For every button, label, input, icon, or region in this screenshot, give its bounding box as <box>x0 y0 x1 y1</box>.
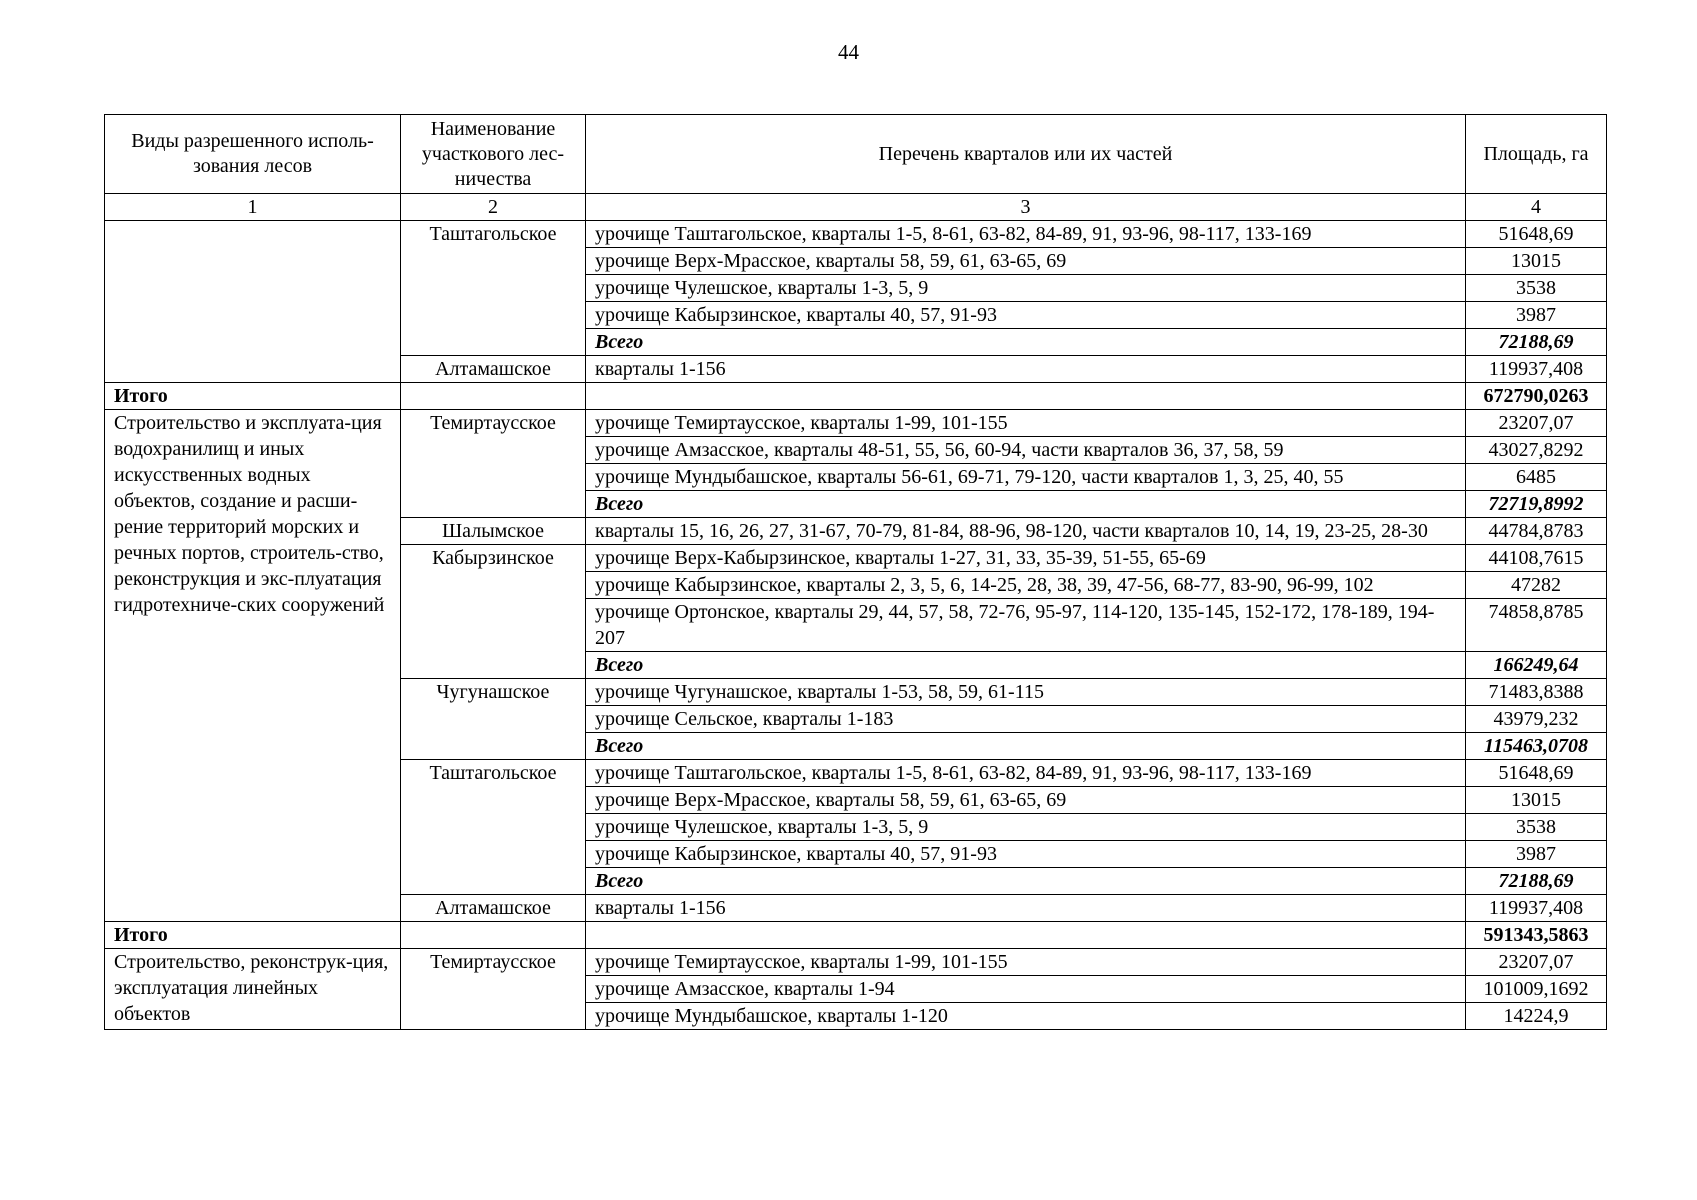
header-col-use-type: Виды разрешенного исполь-зования лесов <box>105 115 401 194</box>
area-cell: 23207,07 <box>1466 949 1607 976</box>
area-cell: 13015 <box>1466 248 1607 275</box>
column-number: 1 <box>105 194 401 221</box>
quarters-cell: урочище Таштагольское, кварталы 1-5, 8-61, 63-82, 84-89, 91, 93-96, 98-117, 133-169 <box>586 760 1466 787</box>
forestry-cell: Таштагольское <box>401 760 586 895</box>
area-cell: 3987 <box>1466 841 1607 868</box>
subtotal-label: Всего <box>586 733 1466 760</box>
table-column-numbers-row <box>105 194 1607 221</box>
area-cell: 3538 <box>1466 275 1607 302</box>
table-header-row <box>105 115 1607 194</box>
quarters-cell: урочище Чугунашское, кварталы 1-53, 58, 59, 61-115 <box>586 679 1466 706</box>
subtotal-value: 72719,8992 <box>1466 491 1607 518</box>
subtotal-value: 72188,69 <box>1466 329 1607 356</box>
subtotal-label: Всего <box>586 652 1466 679</box>
quarters-cell: урочище Верх-Кабырзинское, кварталы 1-27, 31, 33, 35-39, 51-55, 65-69 <box>586 545 1466 572</box>
empty-cell <box>401 383 586 410</box>
quarters-cell: урочище Кабырзинское, кварталы 40, 57, 91-93 <box>586 841 1466 868</box>
empty-cell <box>586 922 1466 949</box>
area-cell: 3538 <box>1466 814 1607 841</box>
area-cell: 6485 <box>1466 464 1607 491</box>
page-number: 44 <box>838 40 859 64</box>
quarters-cell: кварталы 15, 16, 26, 27, 31-67, 70-79, 81-84, 88-96, 98-120, части кварталов 10, 14, 19, 23-25, 28-30 <box>586 518 1466 545</box>
forestry-cell: Алтамашское <box>401 356 586 383</box>
area-cell: 119937,408 <box>1466 356 1607 383</box>
subtotal-value: 166249,64 <box>1466 652 1607 679</box>
column-number: 4 <box>1466 194 1607 221</box>
area-cell: 3987 <box>1466 302 1607 329</box>
total-row <box>105 922 1607 949</box>
forestry-cell: Шалымское <box>401 518 586 545</box>
quarters-cell: урочище Чулешское, кварталы 1-3, 5, 9 <box>586 814 1466 841</box>
quarters-cell: урочище Верх-Мрасское, кварталы 58, 59, 61, 63-65, 69 <box>586 787 1466 814</box>
area-cell: 13015 <box>1466 787 1607 814</box>
forestry-cell: Темиртаусское <box>401 949 586 1030</box>
table-row <box>105 410 1607 437</box>
quarters-cell: урочище Верх-Мрасское, кварталы 58, 59, 61, 63-65, 69 <box>586 248 1466 275</box>
forestry-cell: Чугунашское <box>401 679 586 760</box>
area-cell: 51648,69 <box>1466 760 1607 787</box>
total-label: Итого <box>105 383 401 410</box>
quarters-cell: кварталы 1-156 <box>586 356 1466 383</box>
area-cell: 101009,1692 <box>1466 976 1607 1003</box>
forestry-cell: Кабырзинское <box>401 545 586 679</box>
subtotal-label: Всего <box>586 868 1466 895</box>
area-cell: 71483,8388 <box>1466 679 1607 706</box>
header-col-area: Площадь, га <box>1466 115 1607 194</box>
total-value: 672790,0263 <box>1466 383 1607 410</box>
header-col-quarters: Перечень кварталов или их частей <box>586 115 1466 194</box>
empty-cell <box>401 922 586 949</box>
quarters-cell: кварталы 1-156 <box>586 895 1466 922</box>
use-type-cell: Строительство и эксплуата-ция водохранилищ и иных искусственных водных объектов, создание и расши-рение территорий морских и речных портов, строитель-ство, реконструкция и экс-плуатация гидротехниче-ских сооружений <box>105 410 401 922</box>
forestry-cell: Алтамашское <box>401 895 586 922</box>
quarters-cell: урочище Таштагольское, кварталы 1-5, 8-61, 63-82, 84-89, 91, 93-96, 98-117, 133-169 <box>586 221 1466 248</box>
subtotal-label: Всего <box>586 329 1466 356</box>
quarters-cell: урочище Кабырзинское, кварталы 2, 3, 5, 6, 14-25, 28, 38, 39, 47-56, 68-77, 83-90, 96-99, 102 <box>586 572 1466 599</box>
total-row <box>105 383 1607 410</box>
area-cell: 44108,7615 <box>1466 545 1607 572</box>
quarters-cell: урочище Темиртаусское, кварталы 1-99, 101-155 <box>586 410 1466 437</box>
quarters-cell: урочище Мундыбашское, кварталы 1-120 <box>586 1003 1466 1030</box>
forestry-cell: Темиртаусское <box>401 410 586 518</box>
subtotal-label: Всего <box>586 491 1466 518</box>
use-type-cell <box>105 221 401 383</box>
quarters-cell: урочище Амзасское, кварталы 48-51, 55, 56, 60-94, части кварталов 36, 37, 58, 59 <box>586 437 1466 464</box>
area-cell: 47282 <box>1466 572 1607 599</box>
quarters-cell: урочище Ортонское, кварталы 29, 44, 57, 58, 72-76, 95-97, 114-120, 135-145, 152-172, 178-189, 194-207 <box>586 599 1466 652</box>
subtotal-value: 72188,69 <box>1466 868 1607 895</box>
column-number: 2 <box>401 194 586 221</box>
area-cell: 14224,9 <box>1466 1003 1607 1030</box>
quarters-cell: урочище Амзасское, кварталы 1-94 <box>586 976 1466 1003</box>
empty-cell <box>586 383 1466 410</box>
column-number: 3 <box>586 194 1466 221</box>
area-cell: 51648,69 <box>1466 221 1607 248</box>
quarters-cell: урочище Чулешское, кварталы 1-3, 5, 9 <box>586 275 1466 302</box>
table-row <box>105 221 1607 248</box>
total-label: Итого <box>105 922 401 949</box>
forestry-cell: Таштагольское <box>401 221 586 356</box>
area-cell: 23207,07 <box>1466 410 1607 437</box>
total-value: 591343,5863 <box>1466 922 1607 949</box>
quarters-cell: урочище Мундыбашское, кварталы 56-61, 69-71, 79-120, части кварталов 1, 3, 25, 40, 55 <box>586 464 1466 491</box>
area-cell: 119937,408 <box>1466 895 1607 922</box>
area-cell: 43979,232 <box>1466 706 1607 733</box>
quarters-cell: урочище Темиртаусское, кварталы 1-99, 101-155 <box>586 949 1466 976</box>
header-col-forestry: Наименование участкового лес-ничества <box>401 115 586 194</box>
use-type-cell: Строительство, реконструк-ция, эксплуатация линейных объектов <box>105 949 401 1030</box>
table-row <box>105 949 1607 976</box>
area-cell: 43027,8292 <box>1466 437 1607 464</box>
quarters-cell: урочище Кабырзинское, кварталы 40, 57, 91-93 <box>586 302 1466 329</box>
forest-use-table <box>104 114 1607 1030</box>
area-cell: 74858,8785 <box>1466 599 1607 652</box>
subtotal-value: 115463,0708 <box>1466 733 1607 760</box>
quarters-cell: урочище Сельское, кварталы 1-183 <box>586 706 1466 733</box>
area-cell: 44784,8783 <box>1466 518 1607 545</box>
